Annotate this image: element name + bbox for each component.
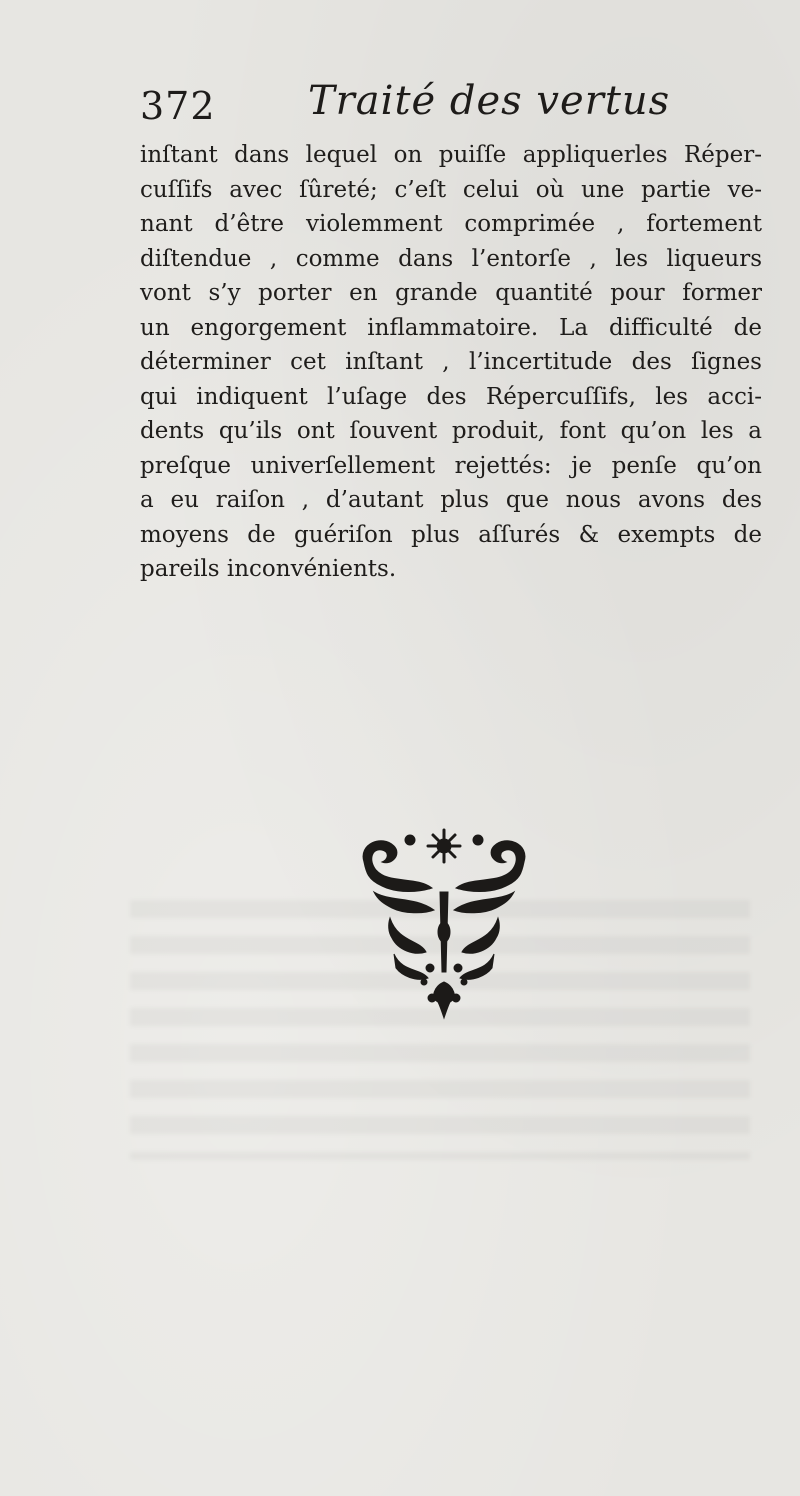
fleuron-ornament-icon [354, 822, 534, 1022]
text-line: dents qu’ils ont ſouvent produit, font qu’on les a [140, 418, 762, 444]
text-line: un engorgement inflammatoire. La difficulté de [140, 314, 762, 341]
text-line: preſque univerſellement rejettés: je penſe qu’on [140, 452, 762, 479]
text-line: diſtendue , comme dans l’entorſe , les liqueurs [140, 245, 762, 272]
text-line: déterminer cet inſtant , l’incertitude des ſignes [140, 349, 762, 375]
text-line: moyens de guériſon plus aſſurés & exempts de [140, 521, 762, 548]
text-line: a eu raiſon , d’autant plus que nous avons des [140, 487, 762, 513]
text-line: qui indiquent l’uſage des Répercuſſifs, les acci- [140, 383, 762, 410]
text-line: vont s’y porter en grande quantité pour former [140, 280, 762, 306]
text-line: cuſſifs avec ſûreté; c’eſt celui où une partie ve- [140, 176, 762, 203]
text-line: inſtant dans lequel on puiſſe appliquerles Réper- [140, 142, 762, 168]
text-line: nant d’être violemment comprimée , fortement [140, 211, 762, 237]
text-line: pareils inconvénients. [140, 556, 397, 582]
body-paragraph [140, 138, 762, 587]
page-number: 372 [140, 84, 216, 128]
page-header [140, 74, 760, 134]
running-title: Traité des vertus [308, 78, 671, 124]
